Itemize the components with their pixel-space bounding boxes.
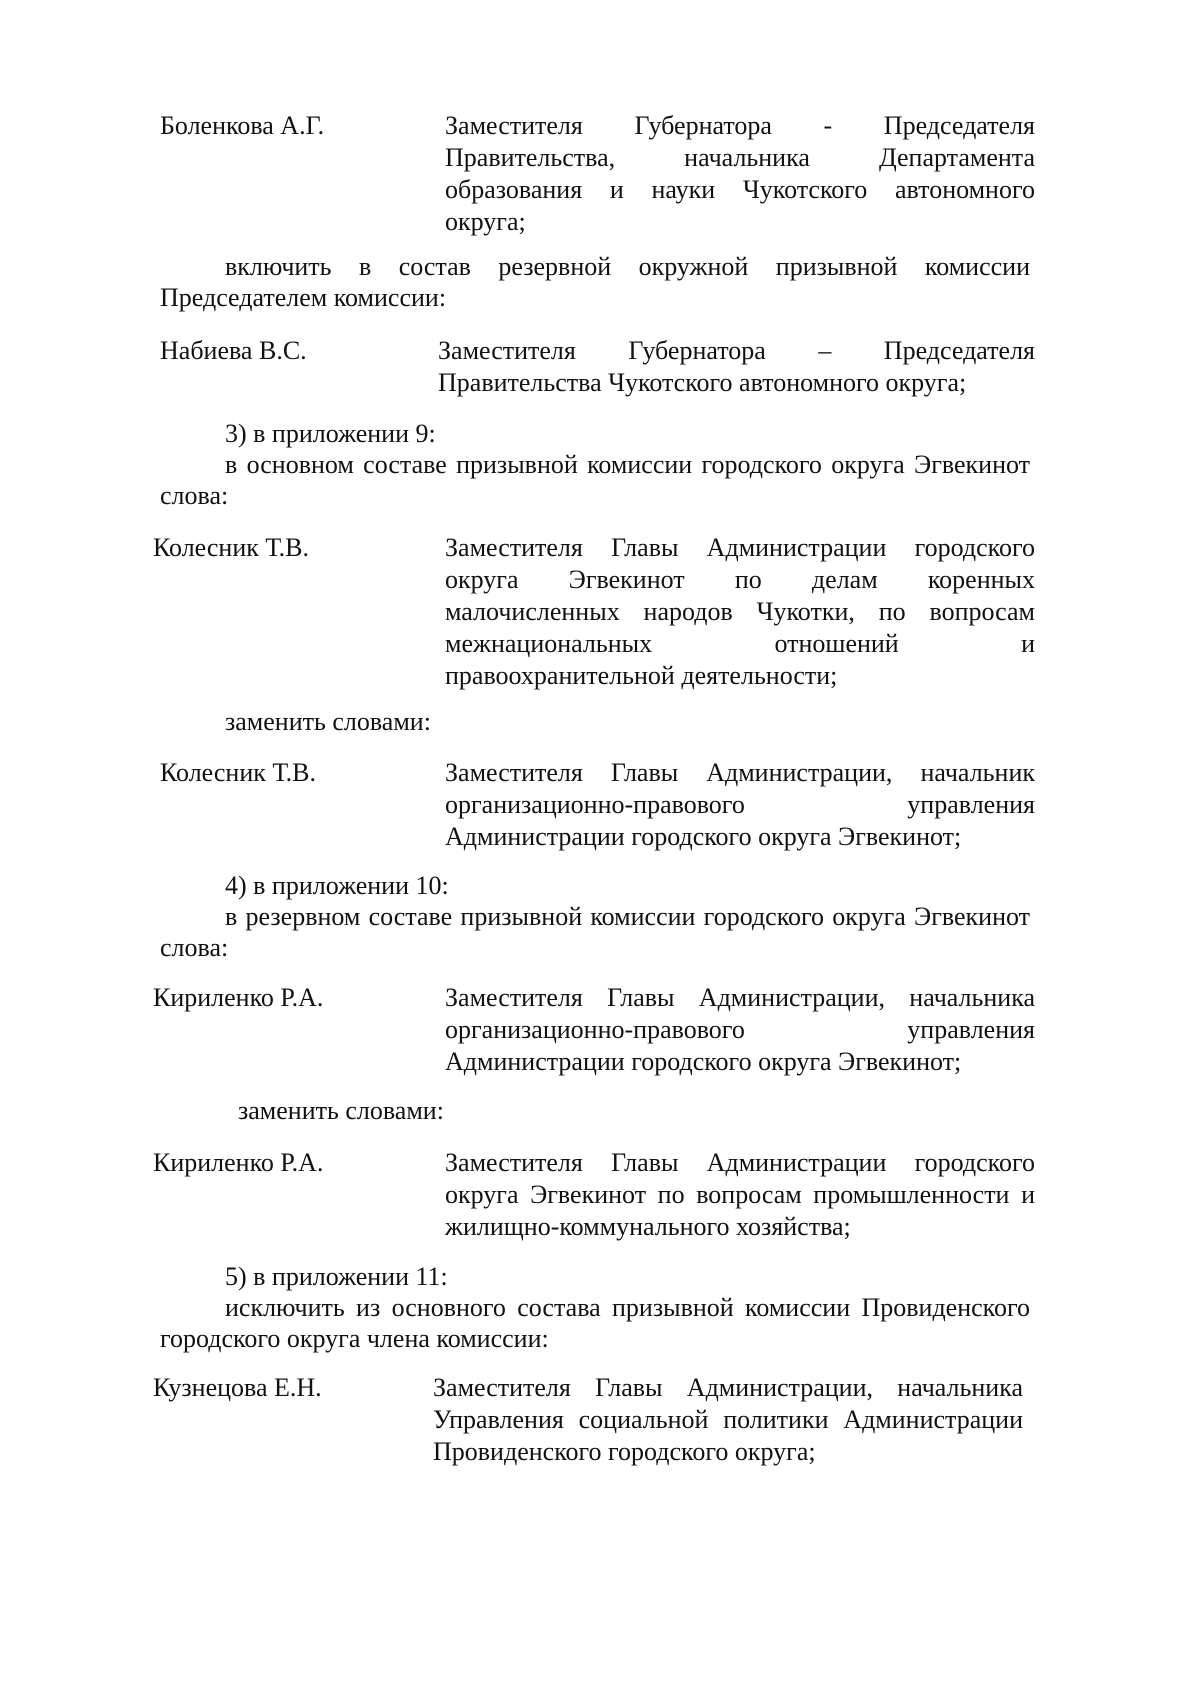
role-line: малочисленных народов Чукотки, по вопросам (445, 597, 1035, 626)
member-role (445, 1147, 1035, 1243)
item-heading: 3) в приложении 9: (225, 419, 436, 448)
member-name: Колесник Т.В. (153, 533, 309, 562)
paragraph-include-line: включить в состав резервной окружной призывной комиссии (225, 252, 1030, 281)
role-line: Провиденского городского округа; (433, 1437, 816, 1466)
item-text-line: в резервном составе призывной комиссии городского округа Эгвекинот (225, 902, 1030, 931)
item-text-line: в основном составе призывной комиссии городского округа Эгвекинот (225, 450, 1030, 479)
role-line: Заместителя Главы Администрации, начальник (445, 758, 1035, 787)
item-text-line: слова: (160, 933, 229, 962)
member-name: Набиева В.С. (160, 336, 307, 365)
role-line: округа Эгвекинот по вопросам промышленности и (445, 1180, 1035, 1209)
role-line: Заместителя Главы Администрации городского (445, 533, 1035, 562)
item-heading: 5) в приложении 11: (225, 1262, 448, 1291)
item-heading: 4) в приложении 10: (225, 871, 449, 900)
paragraph-include-line: Председателем комиссии: (160, 283, 447, 312)
member-role (433, 1372, 1023, 1468)
item-text-line: слова: (160, 481, 229, 510)
role-line: Заместителя Губернатора – Председателя (438, 336, 1035, 365)
replace-words-label: заменить словами: (225, 707, 431, 736)
item-text-line: городского округа члена комиссии: (160, 1324, 549, 1353)
member-role (438, 335, 1035, 399)
role-line: организационно-правового управления (445, 790, 1035, 819)
item-text-line: исключить из основного состава призывной комиссии Провиденского (225, 1293, 1030, 1322)
role-line: Заместителя Главы Администрации городского (445, 1148, 1035, 1177)
role-line: правоохранительной деятельности; (445, 661, 838, 690)
member-role (445, 757, 1035, 853)
member-role (445, 982, 1035, 1078)
role-line: Заместителя Главы Администрации, начальника (445, 983, 1035, 1012)
member-name: Колесник Т.В. (160, 758, 316, 787)
role-line: Администрации городского округа Эгвекинот; (445, 822, 962, 851)
role-line: Администрации городского округа Эгвекинот; (445, 1047, 962, 1076)
member-name: Боленкова А.Г. (160, 111, 325, 140)
role-line: Правительства Чукотского автономного округа; (438, 368, 967, 397)
role-line: образования и науки Чукотского автономного (445, 175, 1035, 204)
role-line: Заместителя Главы Администрации, начальника (433, 1373, 1023, 1402)
member-name: Кириленко Р.А. (153, 1148, 324, 1177)
role-line: Заместителя Губернатора - Председателя (445, 111, 1035, 140)
member-name: Кириленко Р.А. (153, 983, 324, 1012)
role-line: организационно-правового управления (445, 1015, 1035, 1044)
member-name: Кузнецова Е.Н. (153, 1373, 322, 1402)
role-line: округа Эгвекинот по делам коренных (445, 565, 1035, 594)
role-line: межнациональных отношений и (445, 629, 1035, 658)
replace-words-label: заменить словами: (238, 1096, 444, 1125)
role-line: округа; (445, 207, 526, 236)
role-line: Управления социальной политики Администрации (433, 1405, 1023, 1434)
member-role (445, 532, 1035, 692)
member-role (445, 110, 1035, 238)
role-line: жилищно-коммунального хозяйства; (445, 1212, 851, 1241)
role-line: Правительства, начальника Департамента (445, 143, 1035, 172)
